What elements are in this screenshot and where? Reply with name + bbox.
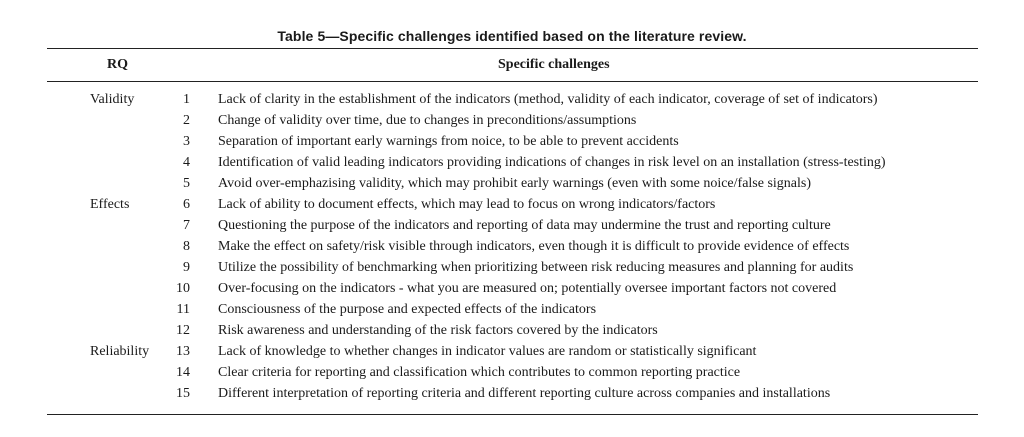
row-challenge-text: Avoid over-emphazising validity, which may prohibit early warnings (even with some noice/false signals) xyxy=(218,176,812,191)
row-challenge-text: Questioning the purpose of the indicators and reporting of data may undermine the trust and reporting culture xyxy=(218,218,831,233)
header-specific-challenges: Specific challenges xyxy=(498,57,610,72)
table-row xyxy=(0,215,1024,236)
table-row xyxy=(0,131,1024,152)
table-row xyxy=(0,341,1024,362)
row-rq-label: Reliability xyxy=(90,344,150,359)
row-number: 12 xyxy=(176,323,190,338)
row-number: 14 xyxy=(176,365,190,380)
row-number: 8 xyxy=(183,239,190,254)
row-challenge-text: Separation of important early warnings from noice, to be able to prevent accidents xyxy=(218,134,679,149)
table-row xyxy=(0,194,1024,215)
table-row xyxy=(0,110,1024,131)
row-number: 1 xyxy=(183,92,190,107)
header-rq: RQ xyxy=(107,57,128,72)
table-row xyxy=(0,173,1024,194)
table-row xyxy=(0,236,1024,257)
row-rq-label: Validity xyxy=(90,92,135,107)
row-challenge-text: Risk awareness and understanding of the risk factors covered by the indicators xyxy=(218,323,658,338)
header-rule xyxy=(47,81,978,82)
table-row xyxy=(0,278,1024,299)
table-row xyxy=(0,383,1024,404)
row-number: 7 xyxy=(183,218,190,233)
table-row xyxy=(0,152,1024,173)
table-row xyxy=(0,299,1024,320)
row-number: 4 xyxy=(183,155,190,170)
row-challenge-text: Identification of valid leading indicators providing indications of changes in risk level on an installation (stress-testing) xyxy=(218,155,886,170)
row-number: 13 xyxy=(176,344,190,359)
row-number: 5 xyxy=(183,176,190,191)
table-row xyxy=(0,257,1024,278)
row-challenge-text: Make the effect on safety/risk visible through indicators, even though it is difficult to provide evidence of effects xyxy=(218,239,850,254)
table-body xyxy=(0,89,1024,404)
table-row xyxy=(0,362,1024,383)
row-challenge-text: Different interpretation of reporting criteria and different reporting culture across companies and installations xyxy=(218,386,831,401)
row-number: 10 xyxy=(176,281,190,296)
row-challenge-text: Clear criteria for reporting and classification which contributes to common reporting practice xyxy=(218,365,741,380)
table-caption: Table 5—Specific challenges identified based on the literature review. xyxy=(277,28,747,44)
row-challenge-text: Over-focusing on the indicators - what you are measured on; potentially oversee important factors not covered xyxy=(218,281,837,296)
row-number: 9 xyxy=(183,260,190,275)
table-row xyxy=(0,89,1024,110)
row-number: 6 xyxy=(183,197,190,212)
row-challenge-text: Consciousness of the purpose and expected effects of the indicators xyxy=(218,302,597,317)
row-challenge-text: Change of validity over time, due to changes in preconditions/assumptions xyxy=(218,113,637,128)
table-row xyxy=(0,320,1024,341)
row-challenge-text: Lack of clarity in the establishment of the indicators (method, validity of each indicator, coverage of set of indicators) xyxy=(218,92,878,107)
row-number: 3 xyxy=(183,134,190,149)
row-challenge-text: Utilize the possibility of benchmarking when prioritizing between risk reducing measures and planning for audits xyxy=(218,260,854,275)
row-number: 11 xyxy=(176,302,190,317)
row-challenge-text: Lack of knowledge to whether changes in indicator values are random or statistically significant xyxy=(218,344,757,359)
row-challenge-text: Lack of ability to document effects, which may lead to focus on wrong indicators/factors xyxy=(218,197,716,212)
row-number: 2 xyxy=(183,113,190,128)
row-number: 15 xyxy=(176,386,190,401)
row-rq-label: Effects xyxy=(90,197,130,212)
